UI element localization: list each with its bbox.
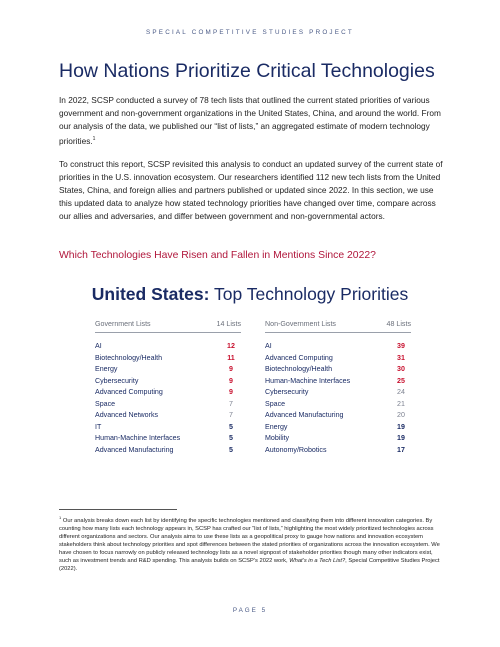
table-row — [265, 364, 411, 376]
footnote-ref[interactable]: 1 — [92, 136, 96, 143]
technology-name: Advanced Networks — [95, 411, 159, 419]
chart-title — [0, 284, 500, 305]
government-rows — [95, 341, 241, 456]
list-count: 39 — [397, 342, 405, 350]
non-government-header-count: 48 Lists — [386, 320, 411, 328]
page-title: How Nations Prioritize Critical Technologies — [59, 60, 435, 82]
table-row — [95, 376, 241, 388]
table-row — [95, 341, 241, 353]
chart-title-text: Top Technology Priorities — [213, 284, 409, 304]
list-count: 31 — [397, 353, 405, 362]
list-count: 5 — [229, 422, 233, 431]
technology-name: Human-Machine Interfaces — [265, 376, 351, 385]
list-count: 9 — [229, 388, 233, 396]
table-row — [95, 410, 241, 422]
list-count: 30 — [397, 365, 405, 373]
footnote-citation-link[interactable]: What’s in a Tech List? — [289, 557, 346, 564]
table-row — [265, 341, 411, 353]
footnote — [59, 514, 443, 574]
technology-name: Biotechnology/Health — [95, 353, 163, 362]
technology-name: Advanced Manufacturing — [265, 411, 344, 419]
technology-name: Advanced Computing — [95, 388, 163, 396]
table-row — [95, 422, 241, 434]
technology-name: IT — [95, 422, 102, 431]
non-government-rows — [265, 341, 411, 456]
non-government-lists-table — [265, 320, 411, 456]
non-government-table-header — [265, 320, 411, 333]
list-count: 11 — [227, 353, 235, 362]
table-row — [95, 399, 241, 411]
technology-name: Advanced Manufacturing — [95, 445, 174, 454]
technology-name: Mobility — [265, 434, 290, 442]
technology-name: AI — [265, 342, 272, 350]
technology-name: Cybersecurity — [95, 376, 139, 385]
method-paragraph: To construct this report, SCSP revisited this analysis to conduct an updated survey of the current state of priorities in the U.S. innovation ecosystem. Our researchers identified 112 new tech lists from the United States, China, and foreign allies and partners published or updated since 2022. In this section, we use this updated data to analyze how stated technology priorities have changed over time, compare across our allies and adversaries, and differ between government and non-governmental actors. — [59, 159, 443, 222]
list-count: 9 — [229, 376, 233, 385]
list-count: 12 — [227, 342, 235, 350]
list-count: 24 — [397, 388, 405, 396]
table-row — [265, 422, 411, 434]
list-count: 19 — [397, 434, 405, 442]
intro-paragraph — [59, 94, 443, 148]
technology-name: Human-Machine Interfaces — [95, 434, 181, 442]
page-number: PAGE 5 — [232, 607, 268, 614]
technology-name: Autonomy/Robotics — [265, 445, 327, 454]
list-count: 9 — [229, 365, 233, 373]
list-count: 5 — [229, 434, 233, 442]
technology-name: Space — [265, 399, 286, 408]
list-count: 17 — [397, 445, 405, 454]
technology-name: Cybersecurity — [265, 388, 309, 396]
technology-name: Energy — [95, 365, 118, 373]
list-count: 7 — [229, 399, 233, 408]
technology-name: Space — [95, 399, 116, 408]
government-lists-table — [95, 320, 241, 456]
government-header-count: 14 Lists — [216, 320, 241, 328]
footnote-divider — [59, 509, 177, 510]
footnote-text: Our analysis breaks down each list by identifying the specific technologies mentioned and classifying them into different innovation categories. By counting how many lists each technology appears in, SCSP has crafted our “list of lists,” highlighting the most widely prioritized technologies across different organizations and sectors. Our analysis aims to use these lists as a geopolitical proxy to gauge how nations and innovation ecosystem stakeholders think about technology priorities and spot differences between the stated priorities of organizations across the innovation ecosystem. We have chosen to focus narrowly on publicly released technology lists as a novel signpost of stakeholder priorities though many other indicators exist, such as investment trends and R&D spending. This analysis builds on SCSP’s 2022 work, — [59, 517, 440, 564]
list-count: 7 — [229, 411, 233, 419]
table-row — [95, 445, 241, 457]
list-count: 25 — [397, 376, 405, 385]
technology-name: Energy — [265, 422, 288, 431]
table-row — [265, 433, 411, 445]
table-row — [95, 387, 241, 399]
technology-name: Advanced Computing — [265, 353, 333, 362]
table-row — [265, 399, 411, 411]
footnote-citation-rest: , Special Competitive Studies Project (2022). — [59, 557, 440, 572]
technology-name: Biotechnology/Health — [265, 365, 333, 373]
table-row — [265, 445, 411, 457]
list-count: 5 — [229, 445, 233, 454]
technology-name: AI — [95, 342, 102, 350]
non-government-header-label: Non-Government Lists — [265, 320, 336, 328]
table-row — [265, 376, 411, 388]
government-table-header — [95, 320, 241, 333]
document-header: SPECIAL COMPETITIVE STUDIES PROJECT — [146, 29, 354, 36]
section-subheading: Which Technologies Have Risen and Fallen in Mentions Since 2022? — [59, 250, 376, 261]
list-count: 21 — [397, 399, 405, 408]
chart-title-country: United States: — [91, 284, 210, 304]
table-row — [265, 387, 411, 399]
table-row — [95, 353, 241, 365]
list-count: 20 — [397, 411, 405, 419]
table-row — [95, 433, 241, 445]
government-header-label: Government Lists — [95, 320, 151, 328]
footnote-number: 1 — [59, 515, 62, 520]
table-row — [265, 353, 411, 365]
list-count: 19 — [397, 422, 405, 431]
table-row — [265, 410, 411, 422]
intro-paragraph-text: In 2022, SCSP conducted a survey of 78 tech lists that outlined the current stated priorities of various government and non-government organizations in the United States, China, and around the world. From our analysis of the data, we published our “list of lists,” an aggregated estimate of modern technology priorities. — [59, 95, 441, 147]
table-row — [95, 364, 241, 376]
